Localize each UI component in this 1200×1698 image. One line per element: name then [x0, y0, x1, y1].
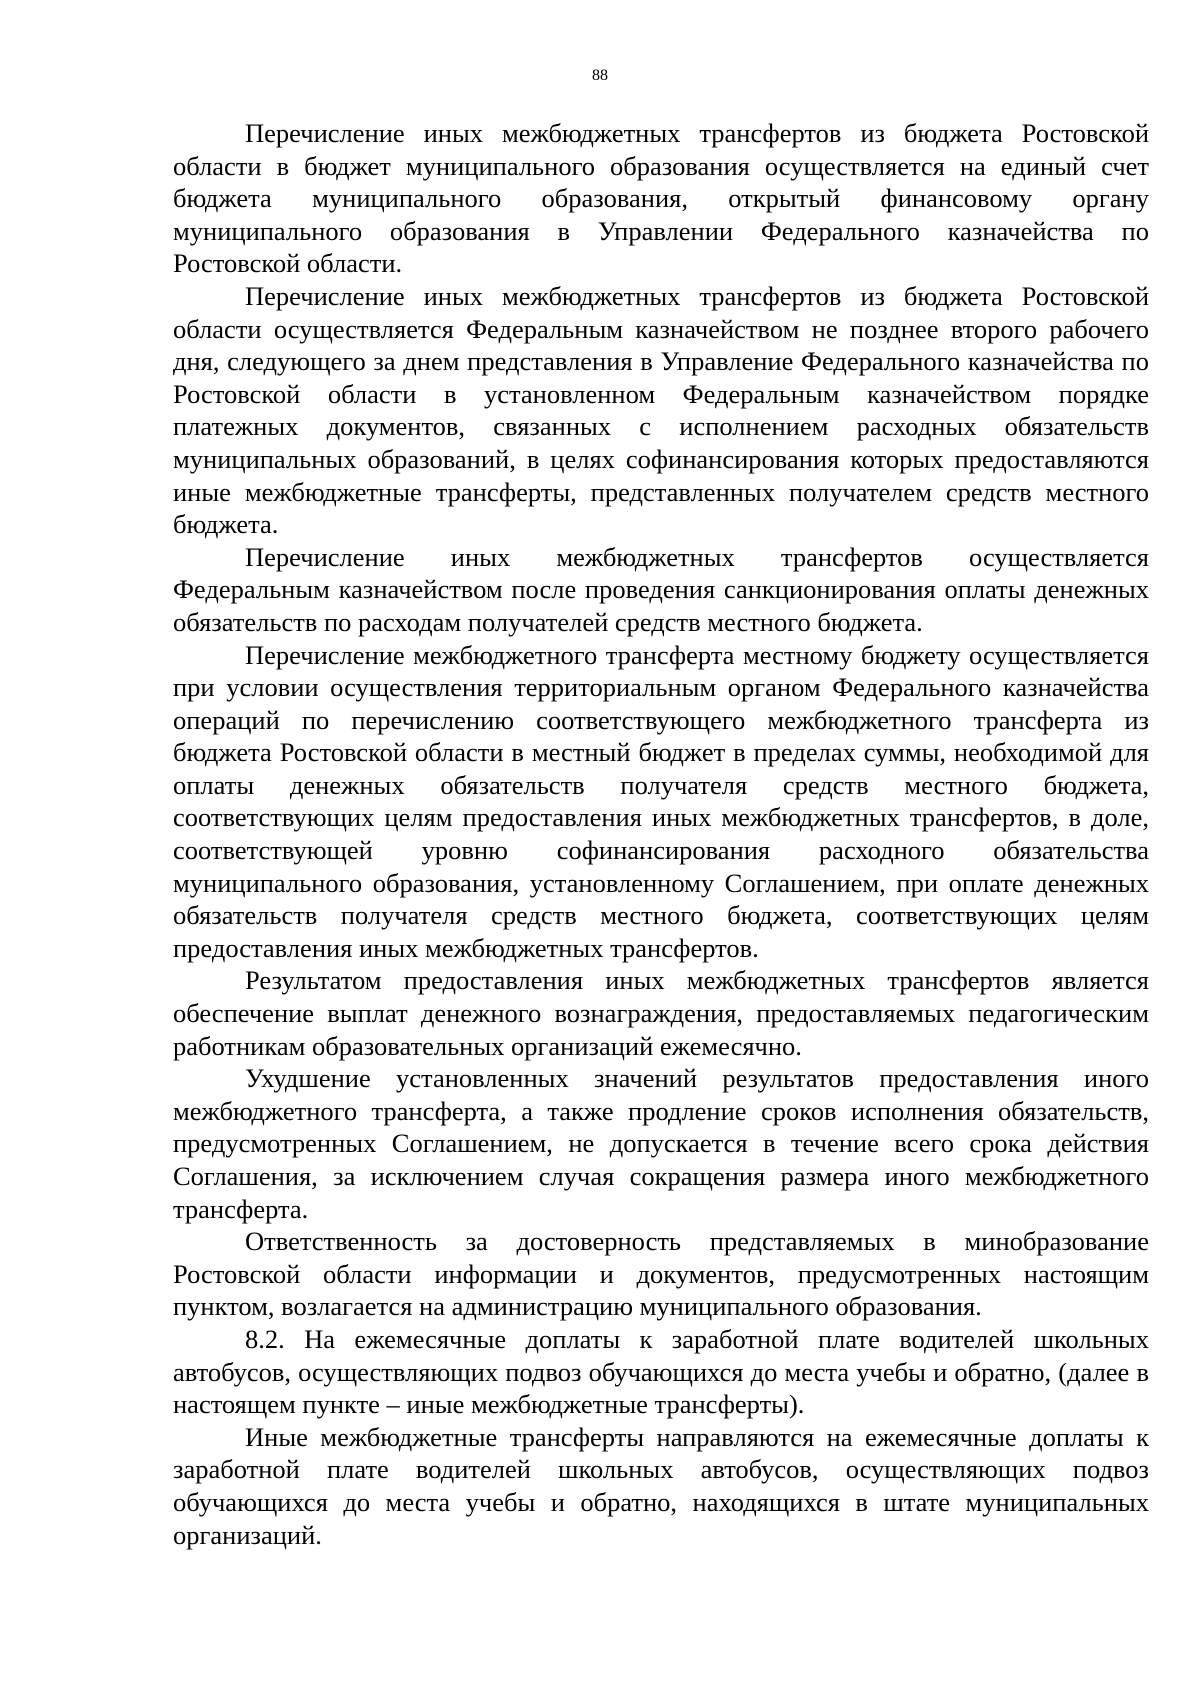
page-number: 88	[592, 67, 608, 84]
paragraph-responsibility: Ответственность за достоверность представляемых в минобразование Ростовской области информации и документов, предусмотренных настоящим пунктом, возлагается на администрацию муниципального образования.	[173, 1226, 1149, 1322]
document-body	[173, 117, 1149, 1551]
paragraph-transfer-account: Перечисление иных межбюджетных трансфертов из бюджета Ростовской области в бюджет муниципального образования осуществляется на единый счет бюджета муниципального образования, открытый финансовому органу муниципального образования в Управлении Федерального казначейства по Ростовской области.	[173, 118, 1149, 279]
paragraph-transfer-result: Результатом предоставления иных межбюджетных трансфертов является обеспечение выплат денежного вознаграждения, предоставляемых педагогическим работникам образовательных организаций ежемесячно.	[173, 965, 1149, 1061]
paragraph-section-8-2: 8.2. На ежемесячные доплаты к заработной плате водителей школьных автобусов, осуществляющих подвоз обучающихся до места учебы и обратно, (далее в настоящем пункте – иные межбюджетные трансферты).	[173, 1323, 1149, 1420]
paragraph-result-deterioration: Ухудшение установленных значений результатов предоставления иного межбюджетного трансферта, а также продление сроков исполнения обязательств, предусмотренных Соглашением, не допускается в течение всего срока действия Соглашения, за исключением случая сокращения размера иного межбюджетного трансферта.	[173, 1063, 1149, 1224]
paragraph-transfer-conditions: Перечисление межбюджетного трансферта местному бюджету осуществляется при условии осуществления территориальным органом Федерального казначейства операций по перечислению соответствующего межбюджетного трансферта из бюджета Ростовской области в местный бюджет в пределах суммы, необходимой для оплаты денежных обязательств получателя средств местного бюджета, соответствующих целям предоставления иных межбюджетных трансфертов, в доле, соответствующей уровню софинансирования расходного обязательства муниципального образования, установленному Соглашением, при оплате денежных обязательств получателя средств местного бюджета, соответствующих целям предоставления иных межбюджетных трансфертов.	[173, 639, 1149, 963]
paragraph-transfer-authorization: Перечисление иных межбюджетных трансфертов осуществляется Федеральным казначейством после проведения санкционирования оплаты денежных обязательств по расходам получателей средств местного бюджета.	[173, 541, 1149, 637]
paragraph-transfer-timing: Перечисление иных межбюджетных трансфертов из бюджета Ростовской области осуществляется Федеральным казначейством не позднее второго рабочего дня, следующего за днем представления в Управление Федерального казначейства по Ростовской области в установленном Федеральным казначейством порядке платежных документов, связанных с исполнением расходных обязательств муниципальных образований, в целях софинансирования которых предоставляются иные межбюджетные трансферты, представленных получателем средств местного бюджета.	[173, 280, 1149, 540]
paragraph-transfer-purpose: Иные межбюджетные трансферты направляются на ежемесячные доплаты к заработной плате водителей школьных автобусов, осуществляющих подвоз обучающихся до места учебы и обратно, находящихся в штате муниципальных организаций.	[173, 1421, 1149, 1550]
